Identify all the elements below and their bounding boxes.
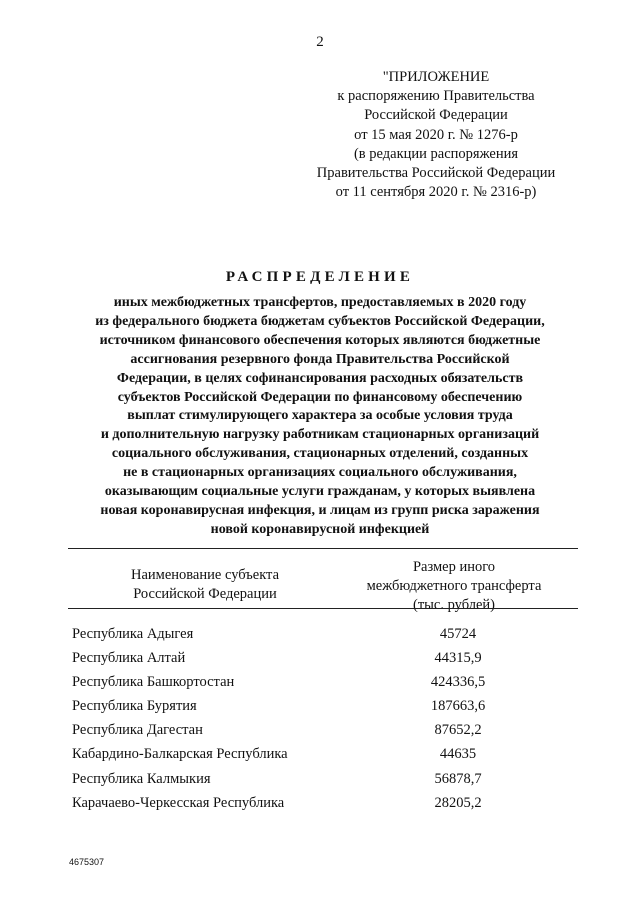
appendix-line: (в редакции распоряжения xyxy=(353,145,519,162)
subtitle-line: субъектов Российской Федерации по финансовому обеспечению xyxy=(117,389,523,405)
document-code: 4675307 xyxy=(69,857,105,867)
transfer-amount: 56878,7 xyxy=(434,770,482,787)
table-row xyxy=(72,622,582,646)
table-body xyxy=(72,622,582,815)
column-header-line: (тыс. рублей) xyxy=(413,597,495,613)
table-row xyxy=(72,646,582,670)
appendix-line: от 15 мая 2020 г. № 1276-р xyxy=(354,126,518,143)
document-subtitle xyxy=(40,294,600,540)
subtitle-line: иных межбюджетных трансфертов, предоставляемых в 2020 году xyxy=(113,295,527,310)
subtitle-line: новой коронавирусной инфекцией xyxy=(210,521,430,537)
subtitle-line: ассигнования резервного фонда Правительства Российской xyxy=(130,351,510,367)
appendix-line: "ПРИЛОЖЕНИЕ xyxy=(382,69,490,85)
column-header-line: Наименование субъекта xyxy=(130,567,280,583)
transfer-amount: 28205,2 xyxy=(434,794,482,811)
column-header-amount xyxy=(338,558,570,615)
subtitle-line: выплат стимулирующего характера за особые условия труда xyxy=(127,408,513,424)
region-name: Республика Башкортостан xyxy=(72,674,235,691)
document-title: РАСПРЕДЕЛЕНИЕ xyxy=(225,269,415,285)
table-row xyxy=(72,791,582,815)
column-header-line: межбюджетного трансферта xyxy=(366,578,542,594)
table-row xyxy=(72,718,582,742)
appendix-header xyxy=(300,68,572,202)
subtitle-line: и дополнительную нагрузку работникам стационарных организаций xyxy=(100,427,540,443)
subtitle-line: социального обслуживания, стационарных отделений, созданных xyxy=(111,446,529,462)
column-header-line: Российской Федерации xyxy=(133,586,277,602)
region-name: Карачаево-Черкесская Республика xyxy=(72,794,285,811)
column-header-line: Размер иного xyxy=(412,559,496,575)
subtitle-line: Федерации, в целях софинансирования расходных обязательств xyxy=(116,370,524,386)
page-number: 2 xyxy=(316,34,324,50)
region-name: Республика Адыгея xyxy=(72,626,194,642)
appendix-line: Правительства Российской Федерации xyxy=(316,165,556,182)
amount-header-underline xyxy=(68,608,578,609)
transfer-amount: 87652,2 xyxy=(434,722,482,739)
transfer-amount: 45724 xyxy=(439,626,477,642)
transfer-amount: 44635 xyxy=(439,746,477,763)
region-name: Республика Алтай xyxy=(72,650,186,667)
subtitle-line: оказывающим социальные услуги гражданам, у которых выявлена xyxy=(104,484,536,500)
transfer-amount: 187663,6 xyxy=(430,698,486,715)
region-name: Республика Калмыкия xyxy=(72,770,211,787)
appendix-line: к распоряжению Правительства xyxy=(337,88,535,105)
transfer-amount: 44315,9 xyxy=(434,650,482,667)
appendix-line: Российской Федерации xyxy=(364,107,508,124)
subtitle-line: из федерального бюджета бюджетам субъектов Российской Федерации, xyxy=(95,313,545,329)
table-row xyxy=(72,742,582,766)
table-row xyxy=(72,694,582,718)
subtitle-line: не в стационарных организациях социального обслуживания, xyxy=(123,465,517,481)
table-top-rule xyxy=(68,548,578,549)
subtitle-line: новая коронавирусная инфекция, и лицам из групп риска заражения xyxy=(100,502,540,518)
region-name: Кабардино-Балкарская Республика xyxy=(72,746,288,763)
table-row xyxy=(72,670,582,694)
region-name: Республика Бурятия xyxy=(72,698,197,715)
subtitle-line: источником финансового обеспечения которых являются бюджетные xyxy=(99,332,541,348)
table-row xyxy=(72,767,582,791)
column-header-region xyxy=(100,566,310,604)
appendix-line: от 11 сентября 2020 г. № 2316-р) xyxy=(335,184,537,201)
region-name: Республика Дагестан xyxy=(72,722,203,739)
transfer-amount: 424336,5 xyxy=(430,674,486,691)
